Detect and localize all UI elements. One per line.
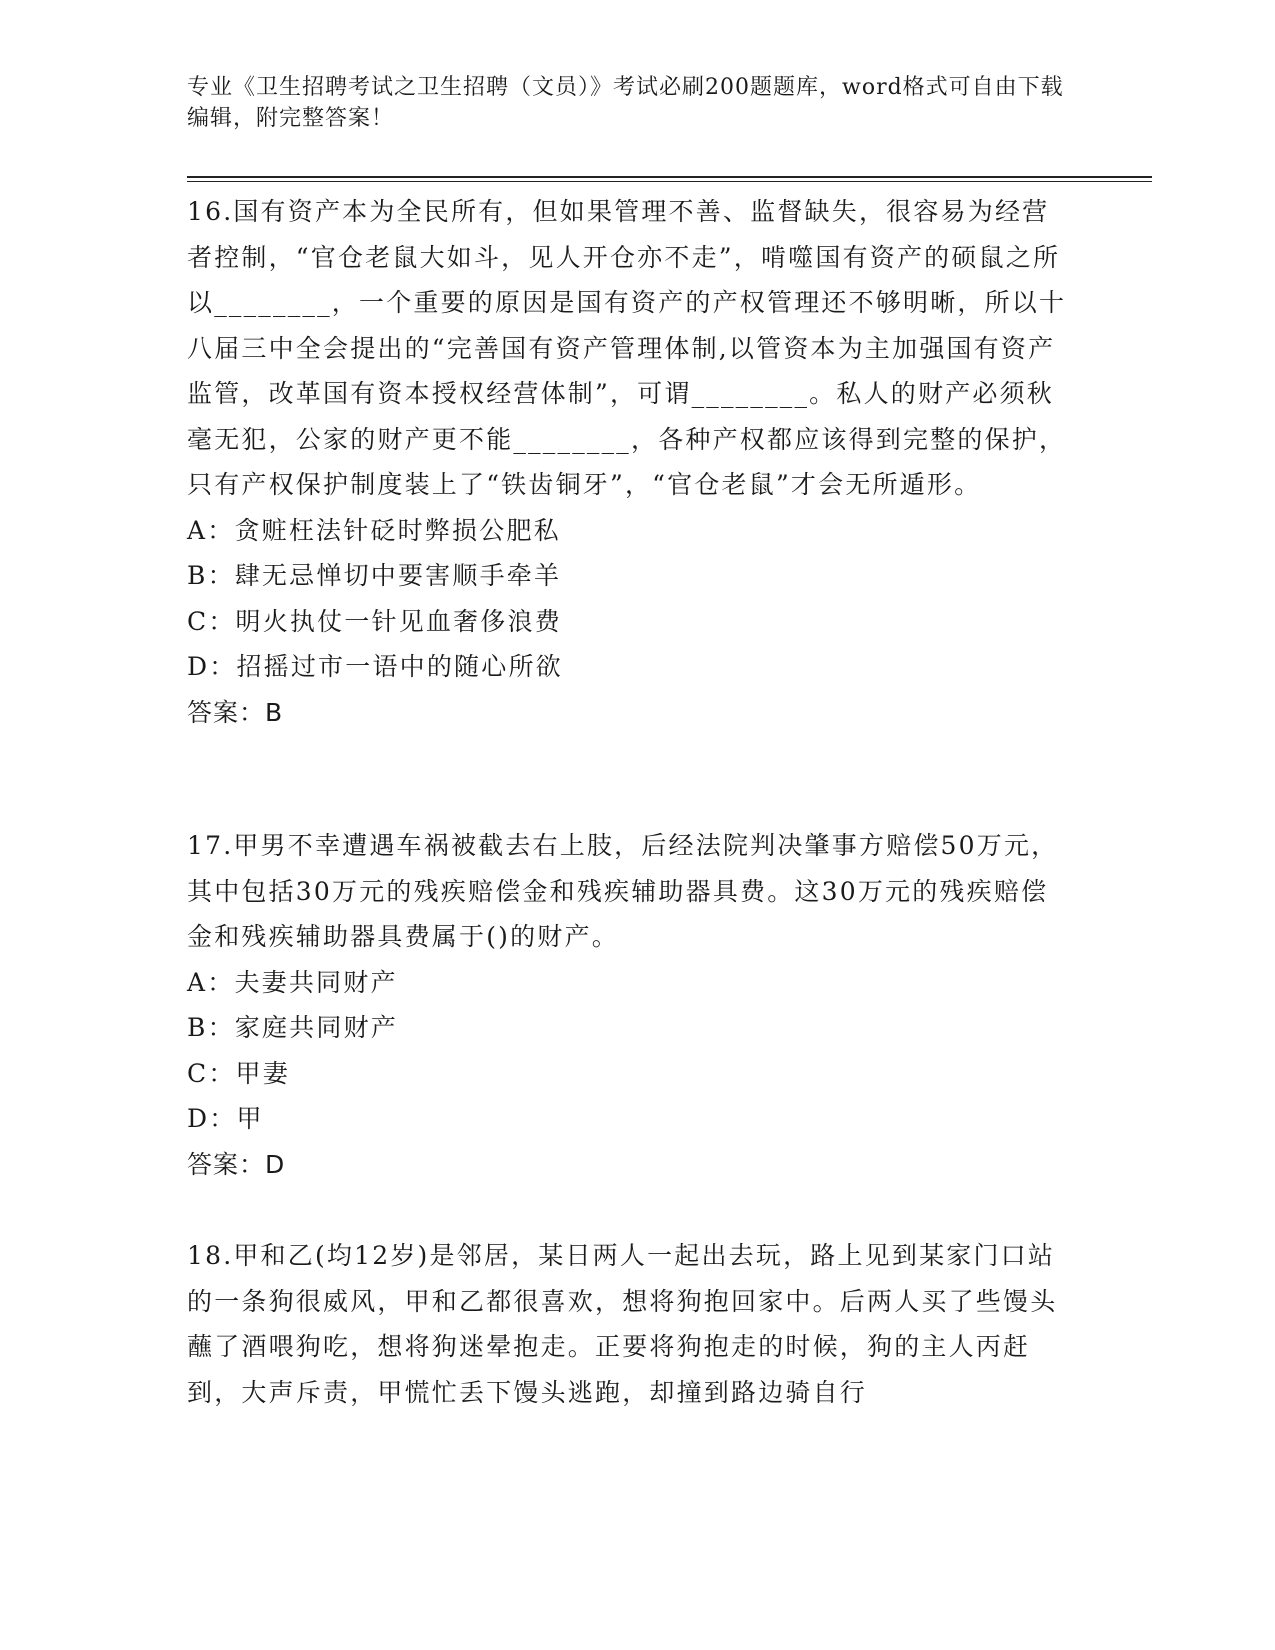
page-header: 专业《卫生招聘考试之卫生招聘（文员）》考试必刷200题题库，word格式可自由下载编辑，附完整答案！ xyxy=(187,75,1064,131)
question-stem: 18.甲和乙(均12岁)是邻居，某日两人一起出去玩，路上见到某家门口站的一条狗很威风，甲和乙都很喜欢，想将狗抱回家中。后两人买了些馒头蘸了酒喂狗吃，想将狗迷晕抱走。正要将狗抱走的时候，狗的主人丙赶到，大声斥责，甲慌忙丢下馒头逃跑，却撞到路边骑自行 xyxy=(187,1241,1058,1407)
answer: 答案：B xyxy=(187,697,284,727)
option-b: B：肆无忌惮切中要害顺手牵羊 xyxy=(187,561,562,590)
question-stem: 17.甲男不幸遭遇车祸被截去右上肢，后经法院判决肇事方赔偿50万元，其中包括30万元的残疾赔偿金和残疾辅助器具费。这30万元的残疾赔偿金和残疾辅助器具费属于()的财产。 xyxy=(187,831,1059,951)
question-stem: 16.国有资产本为全民所有，但如果管理不善、监督缺失，很容易为经营者控制，“官仓老鼠大如斗，见人开仓亦不走”，啃噬国有资产的硕鼠之所以________，一个重要的原因是国有资产的产权管理还不够明晰，所以十八届三中全会提出的“完善国有资产管理体制,以管资本为主加强国有资产监管，改革国有资本授权经营体制”，可谓________。私人的财产必须秋毫无犯，公家的财产更不能________，各种产权都应该得到完整的保护，只有产权保护制度装上了“铁齿铜牙”，“官仓老鼠”才会无所遁形。 xyxy=(187,197,1067,499)
option-b: B：家庭共同财产 xyxy=(187,1013,398,1042)
header-divider-thick xyxy=(187,176,1152,178)
question-18 xyxy=(187,1233,1072,1415)
question-17 xyxy=(187,823,1072,1187)
question-16 xyxy=(187,189,1072,735)
option-a: A：夫妻共同财产 xyxy=(187,967,398,997)
option-a: A：贪赃枉法针砭时弊损公肥私 xyxy=(187,515,561,545)
option-d: D：甲 xyxy=(187,1104,264,1133)
header-divider-thin xyxy=(187,181,1152,182)
option-c: C：明火执仗一针见血奢侈浪费 xyxy=(187,606,562,636)
option-d: D：招摇过市一语中的随心所欲 xyxy=(187,652,563,681)
answer: 答案：D xyxy=(187,1149,286,1179)
option-c: C：甲妻 xyxy=(187,1058,290,1088)
